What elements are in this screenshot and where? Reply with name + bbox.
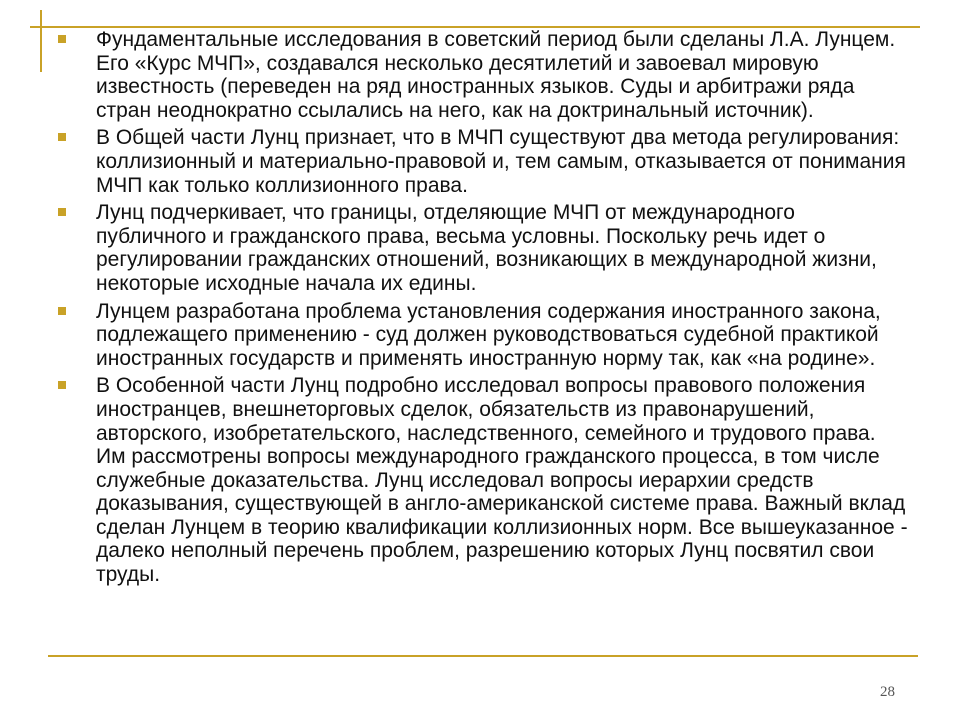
bottom-rule [48, 655, 918, 657]
bullet-text: Лунцем разработана проблема установления содержания иностранного закона, подлежащего применению - суд должен руководствоваться судебной практикой иностранных государств и применять иностранную норму так, как «на родине». [96, 299, 881, 370]
slide-content [58, 28, 908, 591]
square-bullet-icon [58, 381, 66, 389]
bullet-text: Фундаментальные исследования в советский период были сделаны Л.А. Лунцем. Его «Курс МЧП», создавался несколько десятилетий и завоевал мировую известность (переведен на ряд иностранных языков. Суды и арбитражи ряда стран неоднократно ссылались на него, как на доктринальный источник). [96, 28, 896, 122]
bullet-text: В Особенной части Лунц подробно исследовал вопросы правового положения иностранцев, внешнеторговых сделок, обязательств из правонарушений, авторского, изобретательского, наследственного, семейного и трудового права. Им рассмотрены вопросы международного гражданского процесса, в том числе служебные доказательства. Лунц исследовал вопросы иерархии средств доказывания, существующей в англо-американской системе права. Важный вклад сделан Лунцем в теорию квалификации коллизионных норм. Все вышеуказанное - далеко неполный перечень проблем, разрешению которых Лунц посвятил свои труды. [96, 374, 908, 587]
bullet-item [58, 201, 908, 295]
bullet-item [58, 374, 908, 586]
page-number: 28 [880, 684, 895, 700]
left-rule [40, 10, 42, 72]
square-bullet-icon [58, 307, 66, 315]
bullet-text: Лунц подчеркивает, что границы, отделяющие МЧП от международного публичного и гражданского права, весьма условны. Поскольку речь идет о регулировании гражданских отношений, возникающих в международной жизни, некоторые исходные начала их едины. [96, 201, 877, 295]
square-bullet-icon [58, 208, 66, 216]
bullet-text: В Общей части Лунц признает, что в МЧП существуют два метода регулирования: коллизионный и материально-правовой и, тем самым, отказывается от понимания МЧП как только коллизионного права. [96, 126, 906, 197]
square-bullet-icon [58, 133, 66, 141]
square-bullet-icon [58, 35, 66, 43]
bullet-item [58, 126, 908, 197]
bullet-item [58, 28, 908, 122]
bullet-item [58, 300, 908, 371]
bullet-list [58, 28, 908, 587]
